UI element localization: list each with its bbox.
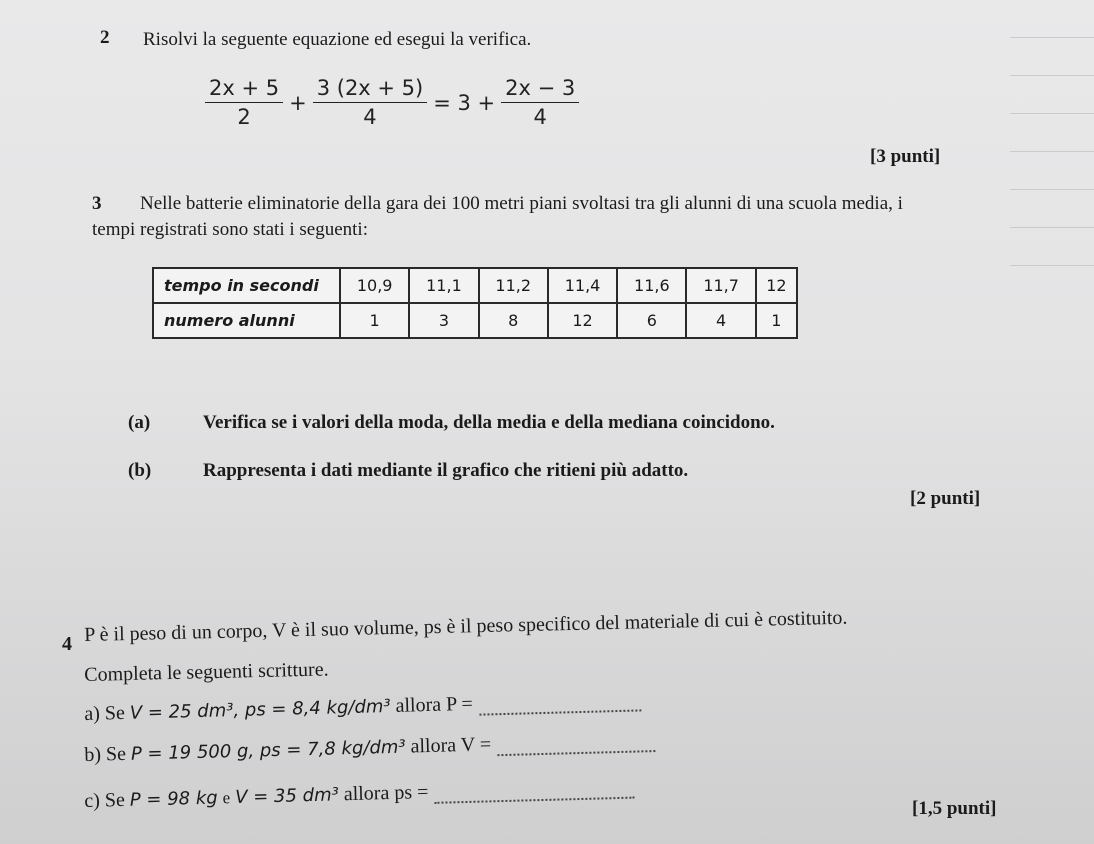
item-a-prefix: a) Se (84, 701, 126, 725)
item-a-text: Verifica se i valori della moda, della media e della mediana coincidono. (203, 412, 775, 433)
item-b-suffix: allora V = (410, 733, 492, 758)
table-cell: 12 (548, 303, 617, 338)
question-3-text-line1: Nelle batterie eliminatorie della gara dei 100 metri piani svoltasi tra gli alunni di una scuola media, i (140, 193, 903, 214)
fraction-2-numerator: 3 (2x + 5) (313, 76, 428, 103)
item-a-suffix: allora P = (395, 692, 474, 717)
item-b-prefix: b) Se (84, 742, 127, 766)
item-c-math-2: V = 35 dm³ (234, 784, 340, 809)
table-cell: 12 (756, 268, 797, 303)
item-a-label: (a) (128, 412, 151, 433)
table-cell: 11,7 (686, 268, 755, 303)
equation (205, 76, 579, 129)
table-cell: 11,2 (479, 268, 548, 303)
notebook-lines (1010, 0, 1094, 300)
question-4-number: 4 (62, 633, 72, 655)
question-4-points: [1,5 punti] (912, 798, 997, 819)
table-header-times: tempo in secondi (153, 268, 340, 303)
item-b-label: (b) (128, 460, 152, 481)
table-cell: 3 (409, 303, 478, 338)
item-c-suffix: allora ps = (343, 780, 429, 806)
table-cell: 1 (756, 303, 797, 338)
answer-blank-c[interactable] (435, 797, 635, 804)
question-2-text: Risolvi la seguente equazione ed esegui la verifica. (143, 29, 532, 50)
table-cell: 8 (479, 303, 548, 338)
question-4-b (84, 729, 655, 767)
item-c-prefix: c) Se (84, 788, 126, 812)
fraction-1-denominator: 2 (237, 105, 251, 129)
fraction-1 (205, 76, 283, 129)
question-3-points: [2 punti] (910, 488, 981, 509)
fraction-2-denominator: 4 (363, 105, 377, 129)
answer-blank-a[interactable] (479, 709, 641, 715)
fraction-1-numerator: 2x + 5 (205, 76, 283, 103)
question-4-instruction: Completa le seguenti scritture. (84, 658, 329, 686)
table-cell: 6 (617, 303, 686, 338)
table-header-students: numero alunni (153, 303, 340, 338)
item-a-math: V = 25 dm³, ps = 8,4 kg/dm³ (129, 695, 391, 724)
fraction-3-denominator: 4 (533, 105, 547, 129)
question-4-a (84, 688, 641, 726)
table-cell: 10,9 (340, 268, 409, 303)
item-c-math-1: P = 98 kg (129, 787, 218, 811)
question-4-intro: P è il peso di un corpo, V è il suo volume, ps è il peso specifico del materiale di cui è costituito. (84, 606, 848, 646)
equals-three-plus: = 3 + (433, 90, 496, 115)
fraction-3 (501, 76, 579, 129)
item-b-math: P = 19 500 g, ps = 7,8 kg/dm³ (130, 736, 406, 765)
table-cell: 1 (340, 303, 409, 338)
table-cell: 11,4 (548, 268, 617, 303)
fraction-3-numerator: 2x − 3 (501, 76, 579, 103)
answer-blank-b[interactable] (497, 750, 655, 756)
item-b-text: Rappresenta i dati mediante il grafico che ritieni più adatto. (203, 460, 689, 481)
question-2-points: [3 punti] (870, 146, 941, 167)
item-c-and: e (222, 788, 231, 808)
table-cell: 4 (686, 303, 755, 338)
plus-sign: + (289, 90, 307, 115)
table-row-times (153, 268, 797, 303)
table-row-students (153, 303, 797, 338)
question-3-number: 3 (92, 193, 102, 214)
question-3-text-line2: tempi registrati sono stati i seguenti: (92, 219, 368, 240)
table-cell: 11,6 (617, 268, 686, 303)
question-2-number: 2 (100, 27, 110, 48)
question-4-c (84, 776, 635, 813)
fraction-2 (313, 76, 428, 129)
times-table (152, 267, 798, 339)
table-cell: 11,1 (409, 268, 478, 303)
